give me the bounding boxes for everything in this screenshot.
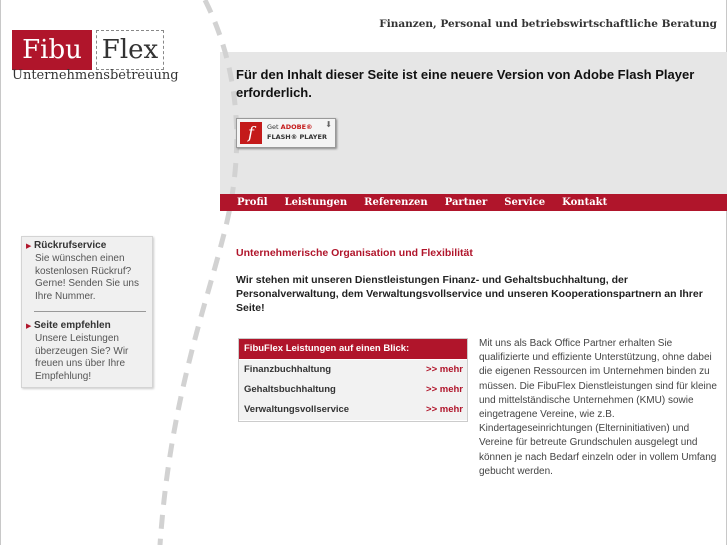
services-title: FibuFlex Leistungen auf einen Blick: xyxy=(239,339,467,359)
callback-title[interactable]: Rückrufservice xyxy=(34,240,107,251)
logo[interactable] xyxy=(12,12,179,84)
sidebar-divider xyxy=(34,311,146,312)
nav-item-service[interactable]: Service xyxy=(504,197,546,208)
main-nav xyxy=(220,194,727,211)
logo-subtitle: Unternehmensbetreuung xyxy=(12,68,179,83)
service-row xyxy=(239,400,467,420)
more-link[interactable]: >> mehr xyxy=(426,364,463,375)
nav-item-referenzen[interactable]: Referenzen xyxy=(364,197,428,208)
service-label: Finanzbuchhaltung xyxy=(244,364,332,375)
get-flash-player-button[interactable] xyxy=(236,118,336,148)
nav-item-leistungen[interactable]: Leistungen xyxy=(284,197,348,208)
recommend-text: Unsere Leistungen überzeugen Sie? Wir freuen uns über Ihre Empfehlung! xyxy=(35,333,129,382)
description-text: Mit uns als Back Office Partner erhalten Sie qualifizierte und effiziente Unterstützung, ohne dabei die eigenen Ressourcen im Unternehmen binden zu müssen. Die FibuFlex Dienstleistungen sind für kleine und mittelständische Unternehmen (KMU) sowie eingetragene Vereine, wie z.B. Kindertageseinrichtungen (Elterninitiativen) und Vereine für betreute Grundschulen ausgelegt und können je nach Bedarf einzeln oder in vollem Umfang gebucht werden. xyxy=(479,338,717,477)
arrow-right-icon: ▶ xyxy=(26,322,32,330)
download-arrow-icon: ⬇ xyxy=(325,120,332,129)
service-row xyxy=(239,380,467,400)
arrow-right-icon: ▶ xyxy=(26,242,32,250)
badge-player-text: FLASH® PLAYER xyxy=(267,133,327,141)
sidebar-box xyxy=(21,236,153,388)
services-box xyxy=(238,338,468,422)
more-link[interactable]: >> mehr xyxy=(426,404,463,415)
service-label: Gehaltsbuchhaltung xyxy=(244,384,336,395)
service-label: Verwaltungsvollservice xyxy=(244,404,350,415)
flash-message: Für den Inhalt dieser Seite ist eine neuere Version von Adobe Flash Player erforderlich. xyxy=(236,67,695,100)
badge-get-text: Get ADOBE® xyxy=(267,123,313,131)
more-link[interactable]: >> mehr xyxy=(426,384,463,395)
page-headline: Unternehmerische Organisation und Flexibilität xyxy=(236,247,473,259)
recommend-title[interactable]: Seite empfehlen xyxy=(34,320,111,331)
logo-fibu: Fibu xyxy=(22,35,82,65)
logo-flex: Flex xyxy=(101,35,159,65)
callback-text: Sie wünschen einen kostenlosen Rückruf? Gerne! Senden Sie uns Ihre Nummer. xyxy=(35,253,139,302)
nav-item-kontakt[interactable]: Kontakt xyxy=(562,197,608,208)
flash-logo-icon: f xyxy=(240,122,262,144)
service-row xyxy=(239,360,467,380)
nav-item-partner[interactable]: Partner xyxy=(444,197,488,208)
intro-text: Wir stehen mit unseren Dienstleistungen Finanz- und Gehaltsbuchhaltung, der Personalverwaltung, dem Verwaltungsvollservice und unseren Kooperationspartnern an Ihrer Seite! xyxy=(236,274,703,314)
nav-item-profil[interactable]: Profil xyxy=(237,197,268,208)
tagline: Finanzen, Personal und betriebswirtschaftliche Beratung xyxy=(379,18,717,30)
